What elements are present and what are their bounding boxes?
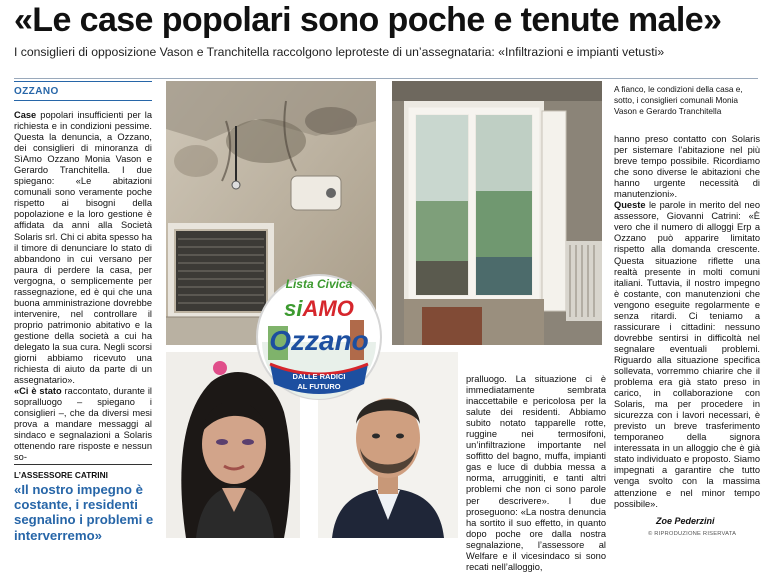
header-divider — [14, 78, 758, 79]
lead-word-3: Queste — [614, 200, 646, 211]
sidebox-label: L’ASSESSORE CATRINI — [14, 470, 108, 480]
sidebox-rule — [14, 464, 152, 465]
lead-word: Case — [14, 110, 37, 120]
section-tag: OZZANO — [14, 86, 59, 97]
article-column-2 — [466, 374, 606, 572]
column-2-text: pralluogo. La situazione ci è immediatamente sembrata inaccettabile e pericolosa per la salute dei residenti. Abbiamo subito notato tapparelle rotte, ruggine nei termosifoni, un’infiltrazione importante nel soffitto del bagno, muffa, impianti gas e luce di dubbia messa a norma, arrugginiti, e tanti altri problemi che non ci sono parole per descrivere». I due proseguono: «La nostra denuncia ha sortito il suo effetto, in quanto dopo poche ore dalla nostra segnalazione, l’assessore al Welfare e il vicesindaco si sono recati nell’alloggio, — [466, 374, 606, 572]
logo-ribbon-2: AL FUTURO — [297, 382, 341, 391]
siamo-ozzano-logo — [252, 272, 386, 402]
logo-si: si — [284, 296, 303, 321]
sidebox-quote: «Il nostro impegno è costante, i residenti segnalino i problemi e interverremo» — [14, 482, 154, 543]
photo-window-interior — [392, 81, 602, 345]
logo-line-3: Ozzano — [269, 325, 369, 356]
column-1-text: popolari insufficienti per la richiesta e in condizioni pessime. Questa la denuncia, a Ozzano, dei consiglieri di minoranza di SìAmo Ozzano Monia Vason e Gerardo Tranchitella. I due spiegano: «Le abitazioni comunali sono veramente poche rispetto ai bisogni della popolazione e la loro gestione è affidata da anni alla Società Solaris srl. Chi ci abita spesso ha il timore di denunciare lo stato di abbandono in cui versano per paura di perdere la casa, per vergogna, o semplicemente per rassegnazione, ed è qui che una buona amministrazione dovrebbe intervenire, nel controllare il proprio patrimonio abitativo e la gestione della società a cui ha delegato la sua cura. Negli scorsi giorni abbiamo ricevuto una richiesta di aiuto da parte di un assegnatario». — [14, 110, 152, 386]
headline: «Le case popolari sono poche e tenute male» — [14, 1, 722, 39]
logo-ribbon-1: DALLE RADICI — [292, 372, 346, 381]
logo-line-1: Lista Civica — [285, 277, 353, 291]
section-rule-bottom — [14, 100, 152, 101]
logo-line-2 — [284, 296, 354, 321]
column-3-text-1: hanno preso contatto con Solaris per sistemare l’abitazione nel più breve tempo possibile. Ricordiamo che sono diverse le abitazioni che hanno urgente necessità di manutenzioni». — [614, 134, 760, 200]
photo-caption: A fianco, le condizioni della casa e, sotto, i consiglieri comunali Monia Vason e Gerardo Tranchitella — [614, 84, 743, 116]
article-column-1 — [14, 110, 152, 462]
column-3-text-2: le parole in merito del neo assessore, Giovanni Catrini: «È vero che il numero di alloggi Erp a Ozzano può apparire limitato rispetto alla domanda crescente. Questa situazione riflette una realtà presente in molti comuni italiani. Tuttavia, il nostro impegno è costante, con manutenzioni che vengono eseguite regolarmente e senza ritardi. Ci teniamo a rassicurare i cittadini: nessuno dovrebbe sentirsi in difficoltà nel segnalare eventuali problemi. Riguardo alla situazione specifica sollevata, vorremmo chiarire che il problema era già stato preso in carico, in collaborazione con Solaris, ma per procedere in sicurezza con i lavori necessari, è previsto un breve trasferimento temporaneo della signora interessata in un alloggio che è già stato individuato e proposto. Siamo impegnati a garantire che tutto venga svolto con la massima attenzione e nel minor tempo possibile». — [614, 200, 760, 509]
rights-notice: © RIPRODUZIONE RISERVATA — [648, 531, 737, 537]
lead-word-2: «Ci è stato — [14, 386, 62, 397]
logo-amo: AMO — [302, 296, 354, 321]
byline: Zoe Pederzini — [656, 516, 715, 526]
article-column-3 — [614, 134, 760, 514]
column-1-text-2: raccontato, durante il sopralluogo – spiegano i consiglieri –, che da diversi mesi prova a mandare messaggi al sindaco e segnalazioni a Solaris ottenendo rare risposte e nessun so- — [14, 386, 152, 463]
subheadline: I consiglieri di opposizione Vason e Tranchitella raccolgono leproteste di un’assegnataria: «Infiltrazioni e impianti vetusti» — [14, 45, 665, 59]
section-rule — [14, 81, 152, 82]
